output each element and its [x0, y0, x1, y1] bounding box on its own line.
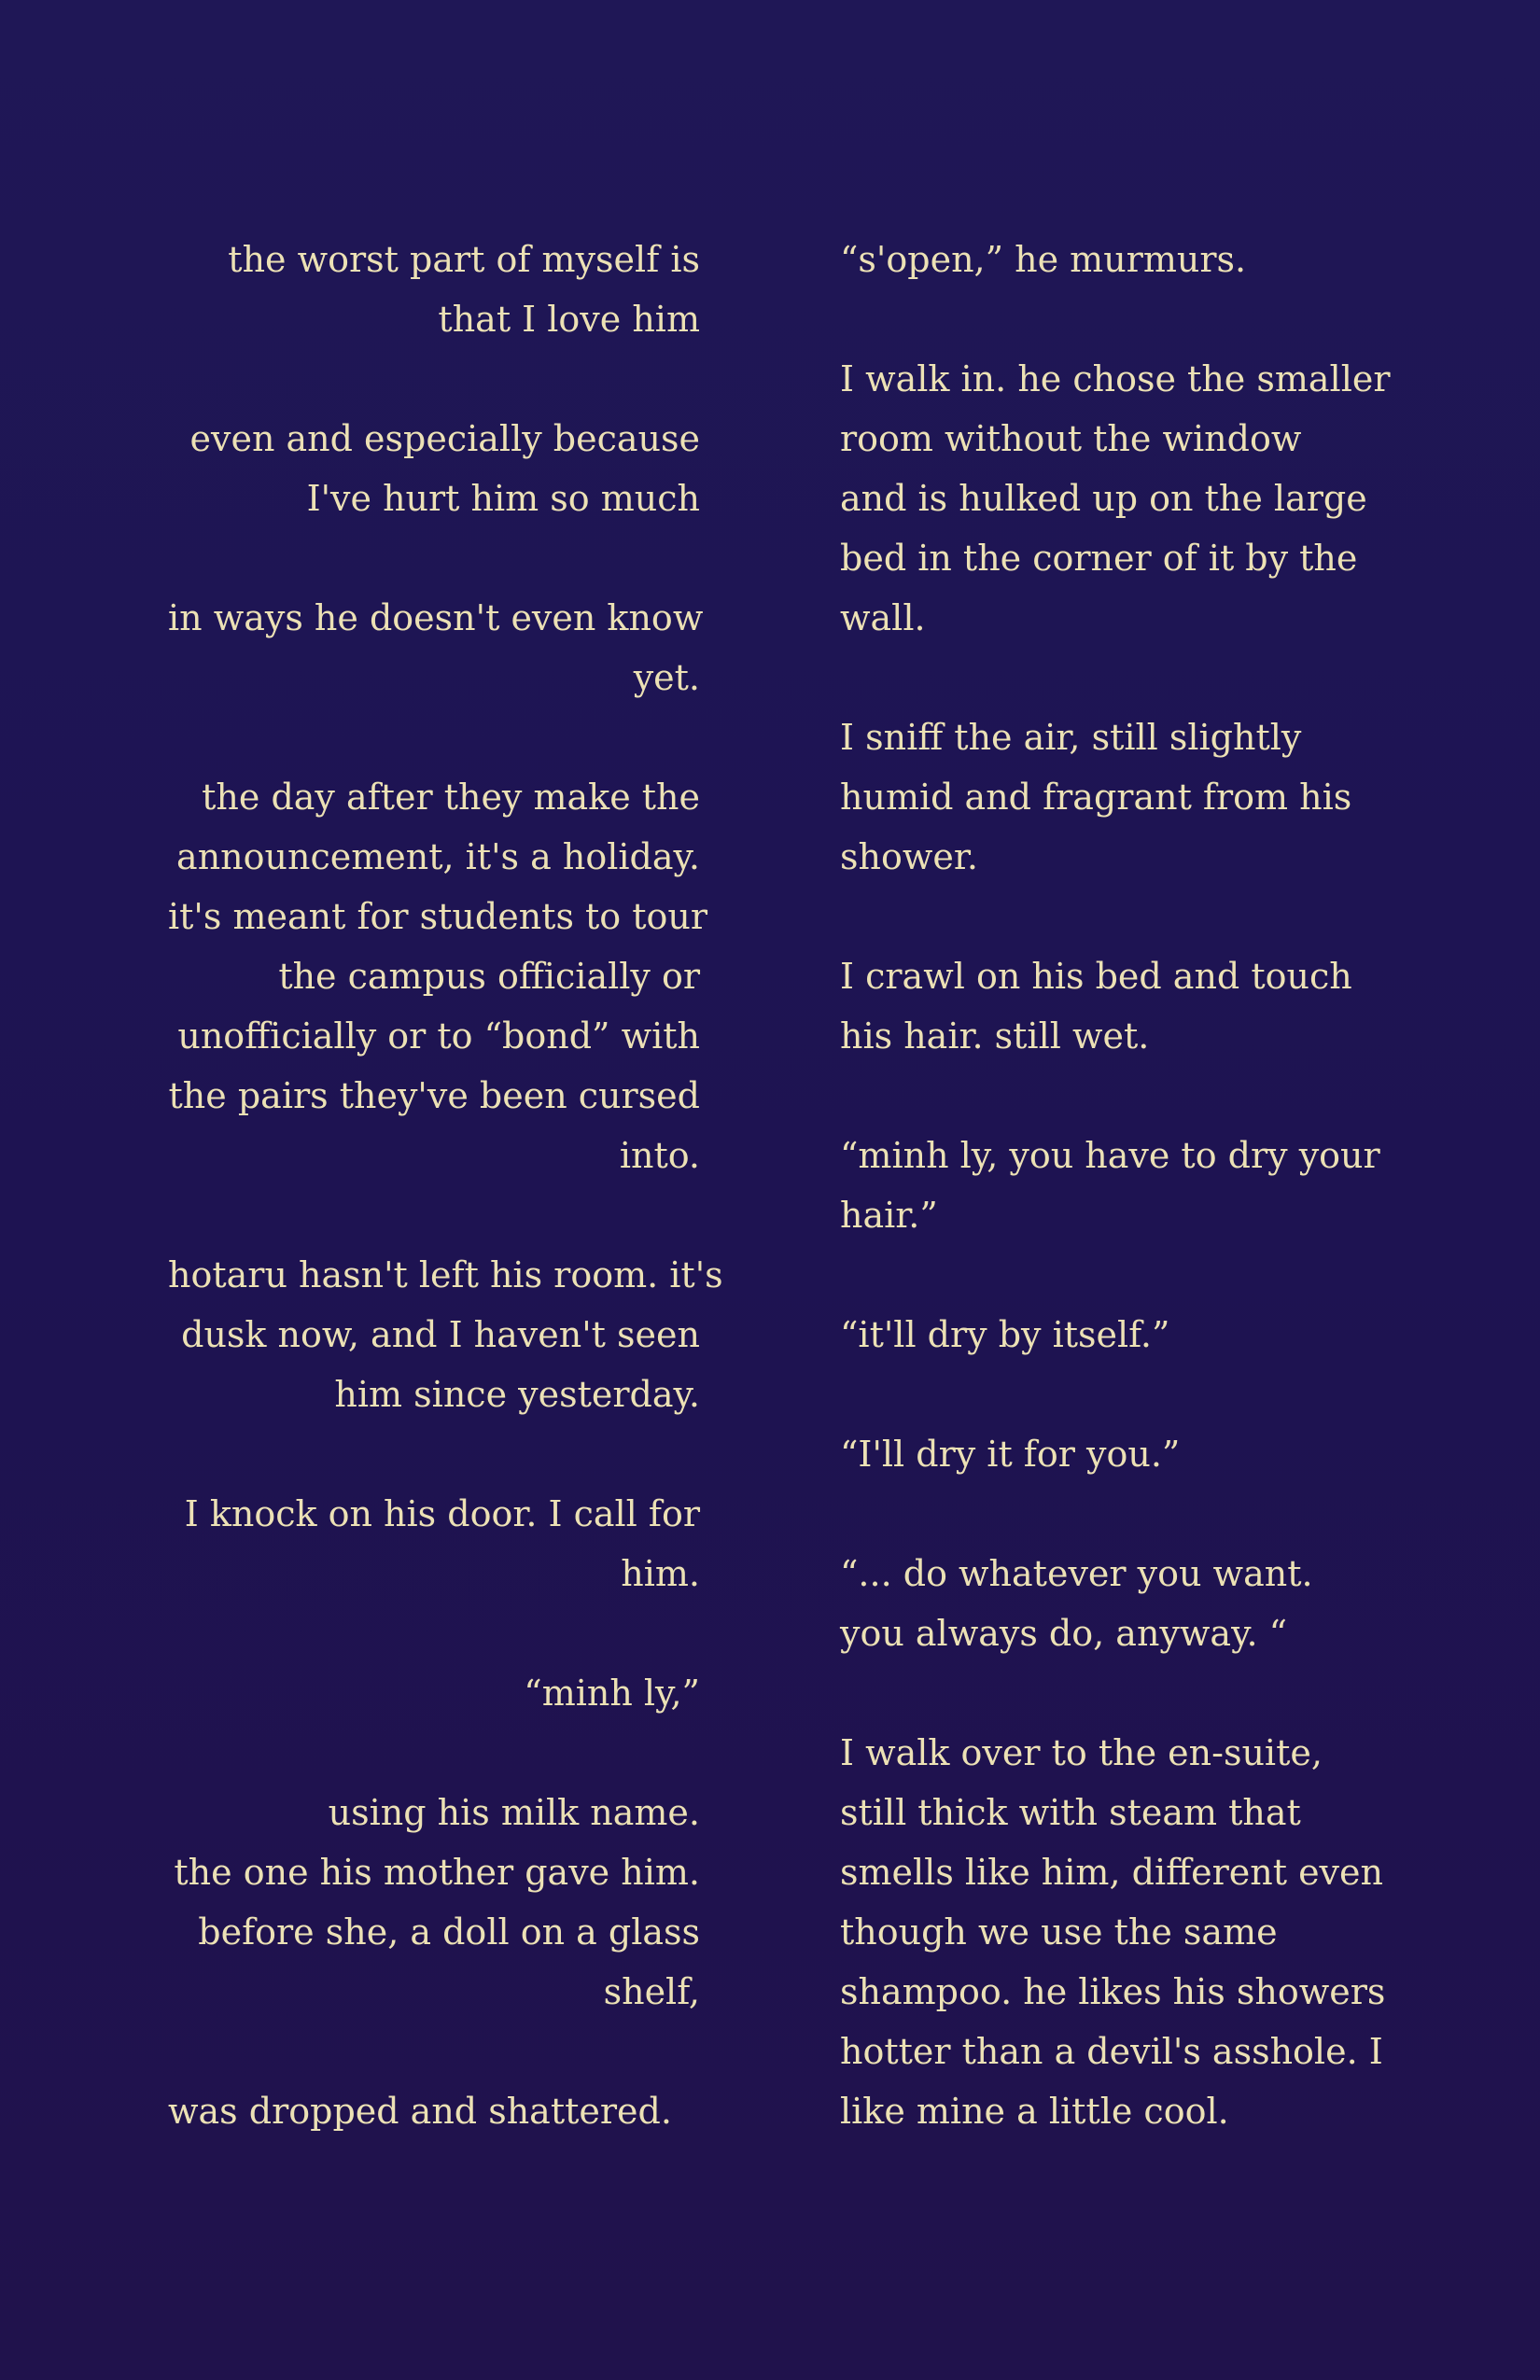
text-line: in ways he doesn't even know: [168, 597, 704, 638]
text-line: still thick with steam that: [840, 1792, 1301, 1833]
text-line: “... do whatever you want.: [840, 1553, 1313, 1594]
paragraph: [168, 767, 708, 1185]
text-line: “I'll dry it for you.”: [840, 1434, 1181, 1475]
paragraph: [168, 1245, 723, 1424]
text-line: hotaru hasn't left his room. it's: [168, 1254, 723, 1295]
text-line: wall.: [840, 597, 926, 638]
text-line: hair.”: [840, 1195, 938, 1236]
text-line: the worst part of myself is: [228, 239, 700, 280]
paragraph: [168, 1663, 700, 1723]
text-line: humid and fragrant from his: [840, 777, 1352, 818]
text-line: yet.: [633, 657, 700, 698]
paragraph: [840, 1424, 1363, 1484]
text-line: using his milk name.: [328, 1792, 700, 1833]
paragraph: [840, 707, 1363, 887]
text-line: shower.: [840, 836, 978, 877]
paragraph: [168, 2081, 700, 2141]
paragraph: [168, 1484, 700, 1603]
text-line: him since yesterday.: [334, 1374, 700, 1415]
text-line: shelf,: [603, 1971, 700, 2012]
text-line: you always do, anyway. “: [840, 1613, 1288, 1654]
paragraph: [840, 1126, 1380, 1245]
text-line: his hair. still wet.: [840, 1015, 1150, 1057]
paragraph: [168, 588, 704, 707]
paragraph: [840, 1305, 1363, 1365]
text-line: I sniff the air, still slightly: [840, 717, 1302, 758]
text-line: unofficially or to “bond” with: [177, 1015, 700, 1057]
text-line: hotter than a devil's asshole. I: [840, 2031, 1383, 2072]
text-line: though we use the same: [840, 1911, 1278, 1953]
text-line: announcement, it's a holiday.: [176, 836, 700, 877]
paragraph: [168, 230, 700, 349]
text-line: the day after they make the: [202, 777, 700, 818]
text-line: and is hulked up on the large: [840, 478, 1367, 519]
text-line: the campus officially or: [278, 956, 700, 997]
text-line: “minh ly, you have to dry your: [840, 1135, 1380, 1176]
text-line: “s'open,” he murmurs.: [840, 239, 1247, 280]
paragraph: [840, 1544, 1363, 1663]
text-line: the pairs they've been cursed: [168, 1075, 700, 1116]
text-line: before she, a doll on a glass: [198, 1911, 700, 1953]
text-line: dusk now, and I haven't seen: [181, 1314, 700, 1355]
paragraph: [840, 1723, 1386, 2141]
text-line: I knock on his door. I call for: [184, 1493, 700, 1534]
text-line: him.: [621, 1553, 700, 1594]
paragraph: [840, 946, 1363, 1066]
text-line: was dropped and shattered.: [168, 2091, 672, 2132]
paragraph: [840, 230, 1363, 289]
right-column: [840, 230, 1391, 2141]
text-line: I crawl on his bed and touch: [840, 956, 1352, 997]
text-line: the one his mother gave him.: [174, 1852, 700, 1893]
text-line: it's meant for students to tour: [168, 896, 708, 937]
left-column: [168, 230, 723, 2141]
text-line: that I love him: [438, 299, 700, 340]
text-line: into.: [619, 1135, 700, 1176]
paragraph: [168, 409, 700, 528]
text-line: like mine a little cool.: [840, 2091, 1229, 2132]
text-line: room without the window: [840, 418, 1302, 459]
text-line: even and especially because: [189, 418, 700, 459]
text-line: I walk in. he chose the smaller: [840, 358, 1391, 399]
text-line: “minh ly,”: [524, 1673, 700, 1714]
text-line: smells like him, different even: [840, 1852, 1383, 1893]
text-line: bed in the corner of it by the: [840, 538, 1358, 579]
text-line: “it'll dry by itself.”: [840, 1314, 1170, 1355]
text-line: I walk over to the en-suite,: [840, 1732, 1323, 1773]
text-line: I've hurt him so much: [306, 478, 700, 519]
paragraph: [168, 1783, 700, 2022]
paragraph: [840, 349, 1391, 648]
text-line: shampoo. he likes his showers: [840, 1971, 1386, 2012]
